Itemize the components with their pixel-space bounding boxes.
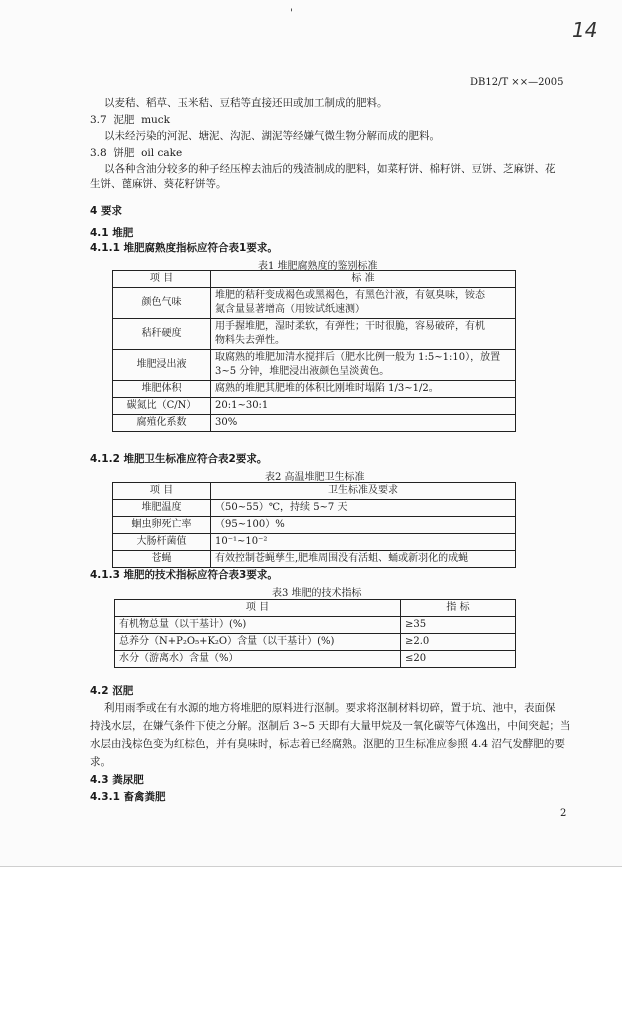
def-number: 3.7 (90, 114, 107, 126)
table-cell: ≥2.0 (401, 634, 516, 651)
def-number: 3.8 (90, 147, 107, 159)
table-header-cell: 指 标 (401, 600, 516, 617)
table-header-cell: 项 目 (115, 600, 401, 617)
def-3-8-heading (90, 146, 182, 160)
section-4-3-heading: 4.3 粪尿肥 (90, 774, 144, 786)
table-cell: 30% (211, 415, 516, 432)
table-cell: 水分（游离水）含量（%） (115, 651, 401, 668)
table-cell: （95~100）% (211, 517, 516, 534)
table-row (113, 534, 516, 551)
table-row (113, 500, 516, 517)
section-4-3-1-heading: 4.3.1 畜禽粪肥 (90, 791, 166, 803)
clause-4-1-3: 4.1.3 堆肥的技术指标应符合表3要求。 (90, 569, 278, 581)
table2-caption: 表2 高温堆肥卫生标准 (265, 472, 365, 483)
table-cell: ≥35 (401, 617, 516, 634)
table-cell: 堆肥浸出液 (113, 350, 211, 381)
table-cell: ≤20 (401, 651, 516, 668)
table-cell: 腐殖化系数 (113, 415, 211, 432)
clause-4-1-2: 4.1.2 堆肥卫生标准应符合表2要求。 (90, 453, 268, 465)
para-4-2-line: 水层由浅棕色变为红棕色，并有臭味时，标志着已经腐熟。沤肥的卫生标准应参照 4.4 沼气发酵肥的要 (90, 738, 565, 750)
table2 (112, 482, 516, 568)
table-cell: 秸秆硬度 (113, 319, 211, 350)
doc-header: DB12/T ××—2005 (470, 77, 564, 88)
table-cell: 10⁻¹~10⁻² (211, 534, 516, 551)
table3 (114, 599, 516, 668)
top-mark: ' (290, 8, 293, 19)
table1 (112, 270, 516, 432)
page-number: 2 (560, 808, 567, 819)
table-row (115, 617, 516, 634)
clause-4-1-1: 4.1.1 堆肥腐熟度指标应符合表1要求。 (90, 242, 278, 254)
table-row (113, 398, 516, 415)
def-term: 饼肥 (113, 147, 135, 159)
table-row (113, 551, 516, 568)
table-header-cell: 项 目 (113, 483, 211, 500)
def-english: oil cake (141, 147, 183, 159)
section-4-2-heading: 4.2 沤肥 (90, 685, 134, 697)
def-english: muck (141, 114, 171, 126)
table-cell: 碳氮比（C/N） (113, 398, 211, 415)
table-header-cell: 项 目 (113, 271, 211, 288)
table-cell: 有机物总量（以干基计）(%) (115, 617, 401, 634)
table-header-cell: 卫生标准及要求 (211, 483, 516, 500)
para-4-2-line: 求。 (90, 756, 111, 768)
table-cell: 腐熟的堆肥其肥堆的体积比刚堆时塌陷 1/3~1/2。 (211, 381, 516, 398)
table-header-cell: 标 准 (211, 271, 516, 288)
table-row (113, 288, 516, 319)
table-cell: 有效控制苍蝇孳生,肥堆周围没有活蛆、蛹或新羽化的成蝇 (211, 551, 516, 568)
table-cell: 堆肥温度 (113, 500, 211, 517)
table-cell: 20:1~30:1 (211, 398, 516, 415)
section-4-1-heading: 4.1 堆肥 (90, 227, 134, 239)
table-row (113, 517, 516, 534)
table-row (115, 651, 516, 668)
table-cell: 用手握堆肥，湿时柔软，有弹性；干时很脆，容易破碎，有机 物料失去弹性。 (211, 319, 516, 350)
table-cell: 大肠杆菌值 (113, 534, 211, 551)
table-cell: 苍蝇 (113, 551, 211, 568)
def-3-7-heading (90, 113, 170, 127)
table-header-row (113, 271, 516, 288)
table-cell: （50~55）℃，持续 5~7 天 (211, 500, 516, 517)
table-cell: 取腐熟的堆肥加清水搅拌后（肥水比例一般为 1:5~1:10），放置 3~5 分钟，堆肥浸出液颜色呈淡黄色。 (211, 350, 516, 381)
def-3-8-text-1: 以各种含油分较多的种子经压榨去油后的残渣制成的肥料，如菜籽饼、棉籽饼、豆饼、芝麻饼、花 (104, 163, 556, 175)
table-row (113, 415, 516, 432)
table-header-row (113, 483, 516, 500)
table-row (113, 350, 516, 381)
para-4-2-line: 持浅水层，在嫌气条件下使之分解。沤制后 3~5 天即有大量甲烷及一氧化碳等气体逸出，中间突起；当 (90, 720, 571, 732)
def-term: 泥肥 (113, 114, 135, 126)
section-4-heading: 4 要求 (90, 205, 122, 217)
table-row (113, 319, 516, 350)
def-3-8-text-2: 生饼、蓖麻饼、葵花籽饼等。 (90, 178, 227, 190)
def-3-7-text: 以未经污染的河泥、塘泥、沟泥、湖泥等经嫌气微生物分解而成的肥料。 (104, 130, 440, 142)
table1-caption: 表1 堆肥腐熟度的鉴别标准 (258, 261, 378, 272)
table-cell: 堆肥体积 (113, 381, 211, 398)
table-cell: 蛔虫卵死亡率 (113, 517, 211, 534)
table-cell: 颜色气味 (113, 288, 211, 319)
table-cell: 堆肥的秸秆变成褐色或黑褐色，有黑色汁液，有氨臭味，铵态 氮含量显著增高（用铵试纸速测） (211, 288, 516, 319)
intro-line: 以麦秸、稻草、玉米秸、豆秸等直接还田或加工制成的肥料。 (104, 97, 388, 109)
table-header-row (115, 600, 516, 617)
para-4-2-line: 利用雨季或在有水源的地方将堆肥的原料进行沤制。要求将沤制材料切碎，置于坑、池中，表面保 (104, 702, 556, 714)
table-row (115, 634, 516, 651)
handwritten-page-number: 14 (572, 18, 598, 42)
table-row (113, 381, 516, 398)
table3-caption: 表3 堆肥的技术指标 (272, 588, 362, 599)
table-cell: 总养分（N+P₂O₅+K₂O）含量（以干基计）(%) (115, 634, 401, 651)
